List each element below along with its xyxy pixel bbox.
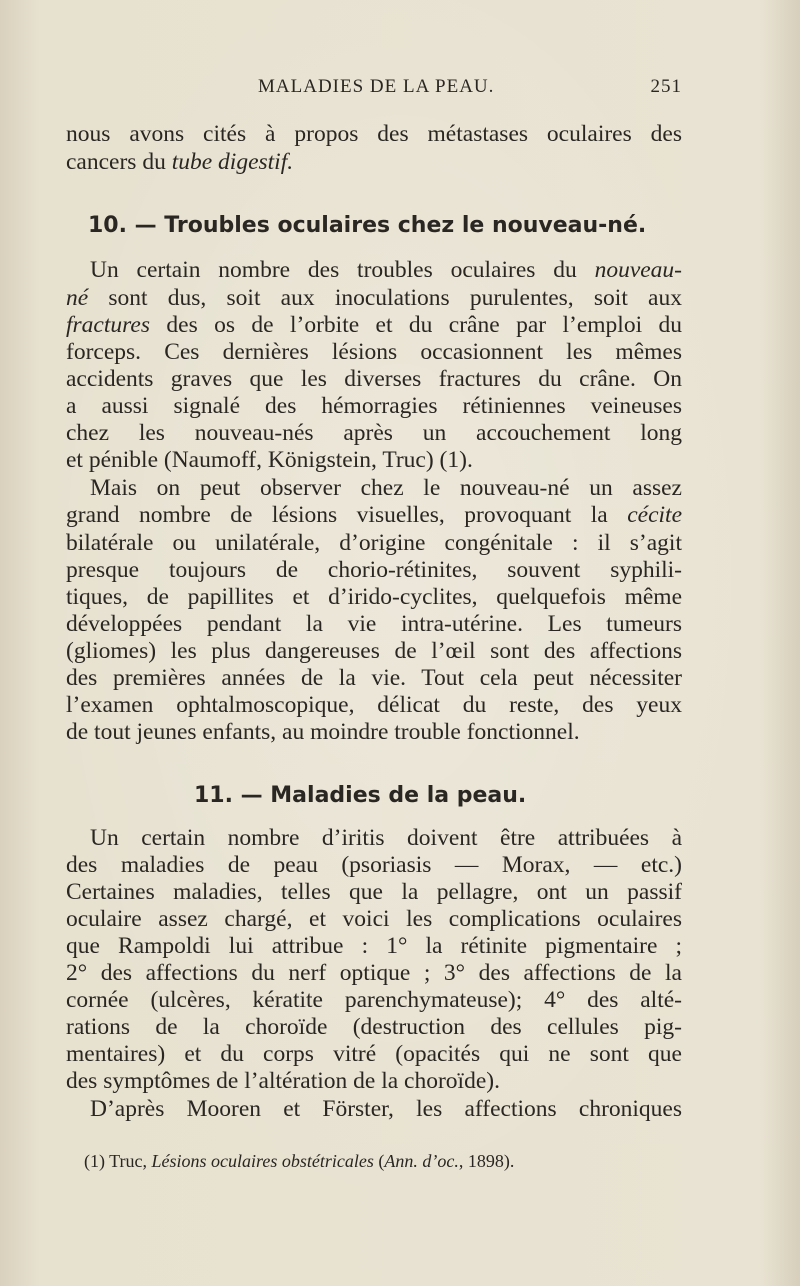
text-line: et pénible (Naumoff, Königstein, Truc) (1). (66, 447, 473, 473)
text-line: l’examen ophtalmoscopique, délicat du reste, des yeux (66, 692, 682, 718)
text-line: de tout jeunes enfants, au moindre trouble fonctionnel. (66, 719, 580, 745)
footnote: (1) Truc, Lésions oculaires obstétricales (Ann. d’oc., 1898). (84, 1151, 515, 1171)
running-title: MALADIES DE LA PEAU. (258, 76, 495, 97)
text-line: (gliomes) les plus dangereuses de l’œil sont des affections (66, 638, 682, 664)
text-line: D’après Mooren et Förster, les affections chroniques (90, 1096, 682, 1122)
text-line: cornée (ulcères, kératite parenchymateuse); 4° des alté- (66, 987, 682, 1013)
text-line: bilatérale ou unilatérale, d’origine congénitale : il s’agit (66, 530, 682, 556)
text-line: Un certain nombre d’iritis doivent être attribuées à (90, 825, 682, 851)
text-line: chez les nouveau-nés après un accouchement long (66, 420, 682, 446)
text-line: grand nombre de lésions visuelles, provoquant la cécite (66, 502, 682, 528)
text-line: développées pendant la vie intra-utérine. Les tumeurs (66, 611, 682, 637)
text-line: oculaire assez chargé, et voici les complications oculaires (66, 906, 682, 932)
page-number: 251 (650, 76, 682, 97)
text-line: Un certain nombre des troubles oculaires du nouveau- (90, 257, 682, 283)
text-line: des maladies de peau (psoriasis — Morax, — etc.) (66, 852, 682, 878)
text-line: 2° des affections du nerf optique ; 3° des affections de la (66, 960, 682, 986)
text-line: nous avons cités à propos des métastases oculaires des (66, 121, 682, 147)
text-line: Mais on peut observer chez le nouveau-né un assez (90, 475, 682, 501)
section-heading-11: 11. — Maladies de la peau. (194, 783, 527, 808)
text-line: des premières années de la vie. Tout cela peut nécessiter (66, 665, 682, 691)
text-line: a aussi signalé des hémorragies rétiniennes veineuses (66, 393, 682, 419)
text-line: mentaires) et du corps vitré (opacités qui ne sont que (66, 1041, 682, 1067)
text-line: tiques, de papillites et d’irido-cyclites, quelquefois même (66, 584, 682, 610)
text-line: des symptômes de l’altération de la choroïde). (66, 1068, 500, 1094)
text-line: presque toujours de chorio-rétinites, souvent syphili- (66, 557, 682, 583)
section-heading-10: 10. — Troubles oculaires chez le nouveau-né. (88, 213, 647, 238)
text-line: Certaines maladies, telles que la pellagre, ont un passif (66, 879, 682, 905)
page-header (0, 76, 800, 104)
text-line: rations de la choroïde (destruction des cellules pig- (66, 1014, 682, 1040)
text-line: accidents graves que les diverses fractures du crâne. On (66, 366, 682, 392)
text-line: que Rampoldi lui attribue : 1° la rétinite pigmentaire ; (66, 933, 682, 959)
text-line: forceps. Ces dernières lésions occasionnent les mêmes (66, 339, 682, 365)
text-line: cancers du tube digestif. (66, 149, 294, 175)
text-line: né sont dus, soit aux inoculations purulentes, soit aux (66, 285, 682, 311)
text-line: fractures des os de l’orbite et du crâne par l’emploi du (66, 312, 682, 338)
